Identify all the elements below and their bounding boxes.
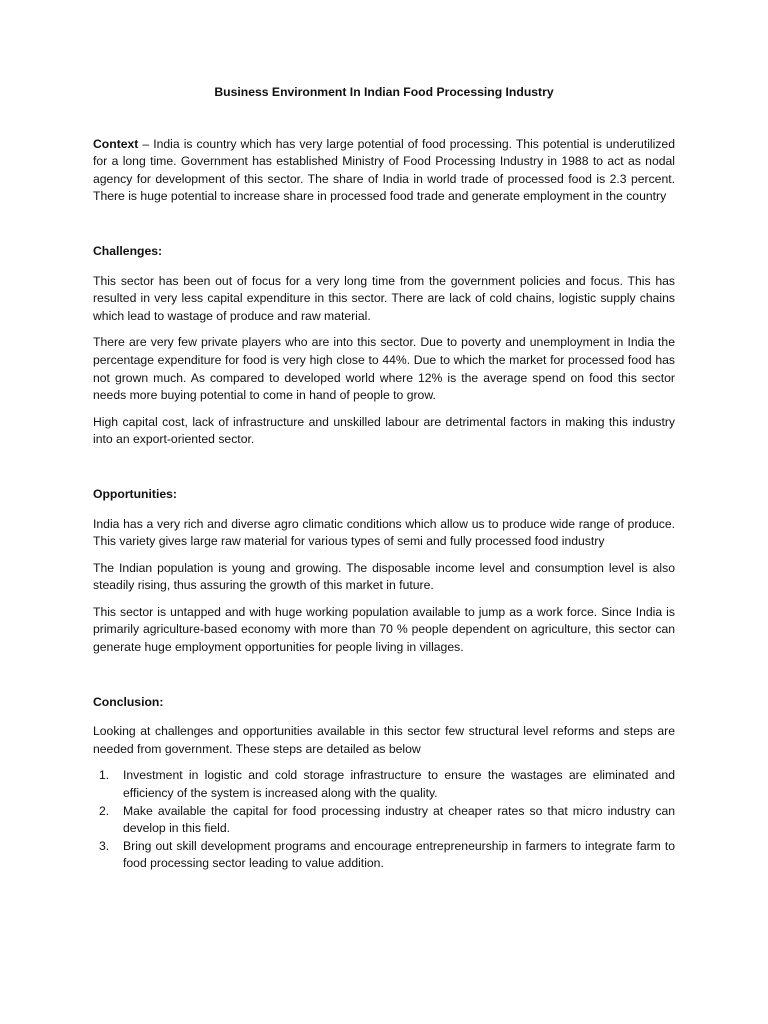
conclusion-heading: Conclusion: [93, 694, 164, 709]
list-item-text: Make available the capital for food processing industry at cheaper rates so that micro industry can develop in this field. [123, 803, 675, 836]
challenges-paragraph-3: High capital cost, lack of infrastructure and unskilled labour are detrimental factors in making this industry into an export-oriented sector. [93, 414, 675, 447]
challenges-paragraph-2: There are very few private players who are into this sector. Due to poverty and unemployment in India the percentage expenditure for food is very high close to 44%. Due to which the market for processed food has not grown much. As compared to developed world where 12% is the average spend on food this sector needs more buying potential to come in hand of people to grow. [93, 335, 675, 403]
section-spacer [93, 215, 675, 243]
list-item-number: 3. [99, 838, 110, 853]
list-item-number: 2. [99, 803, 110, 818]
list-item [93, 838, 675, 873]
challenges-paragraph-1: This sector has been out of focus for a very long time from the government policies and focus. This has resulted in very less capital expenditure in this sector. There are lack of cold chains, logistic supply chains which lead to wastage of produce and raw material. [93, 273, 675, 323]
document-title: Business Environment In Indian Food Processing Industry [214, 85, 554, 99]
context-lead: Context [93, 136, 139, 151]
context-paragraph [93, 136, 675, 206]
opportunities-paragraph-1: India has a very rich and diverse agro climatic conditions which allow us to produce wide range of produce. This variety gives large raw material for various types of semi and fully processed food industry [93, 516, 675, 549]
list-item-number: 1. [99, 768, 110, 783]
context-text: – India is country which has very large potential of food processing. This potential is underutilized for a long time. Government has established Ministry of Food Processing Industry in 1988 to act as nodal agency for development of this sector. The share of India in world trade of processed food is 2.3 percent. There is huge potential to increase share in processed food trade and generate employment in the country [93, 136, 675, 204]
list-item-text: Bring out skill development programs and encourage entrepreneurship in farmers to integrate farm to food processing sector leading to value addition. [123, 838, 675, 871]
section-spacer [93, 458, 675, 486]
challenges-heading: Challenges: [93, 243, 163, 258]
conclusion-steps-list [93, 767, 675, 873]
conclusion-intro: Looking at challenges and opportunities available in this sector few structural level reforms and steps are needed from government. These steps are detailed as below [93, 724, 675, 756]
section-spacer [93, 666, 675, 694]
opportunities-paragraph-2: The Indian population is young and growing. The disposable income level and consumption level is also steadily rising, thus assuring the growth of this market in future. [93, 560, 675, 593]
opportunities-heading: Opportunities: [93, 486, 177, 501]
list-item [93, 803, 675, 838]
document-page [93, 84, 675, 873]
opportunities-paragraph-3: This sector is untapped and with huge working population available to jump as a work force. Since India is primarily agriculture-based economy with more than 70 % people dependent on agriculture, this sector can generate huge employment opportunities for people living in villages. [93, 604, 675, 655]
list-item-text: Investment in logistic and cold storage infrastructure to ensure the wastages are eliminated and efficiency of the system is increased along with the quality. [123, 768, 675, 801]
list-item [93, 767, 675, 802]
